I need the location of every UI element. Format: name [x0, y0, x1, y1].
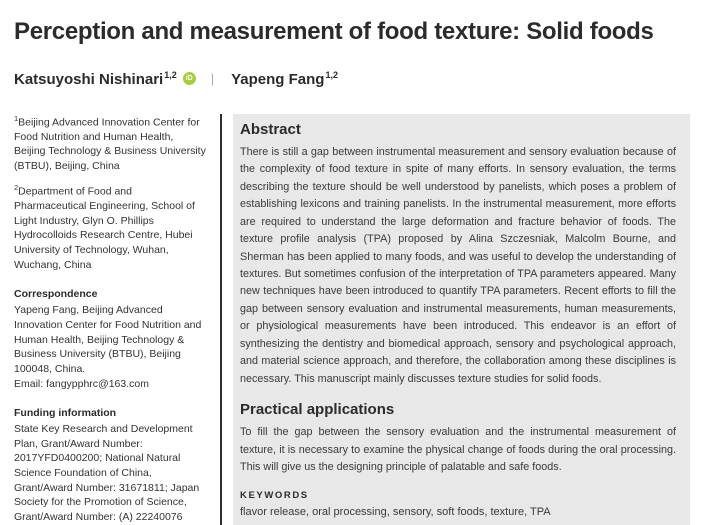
- keywords-text: flavor release, oral processing, sensory, soft foods, texture, TPA: [240, 505, 551, 518]
- affiliation-1: [14, 114, 206, 174]
- author-line: [14, 70, 690, 88]
- abstract-text: There is still a gap between instrumental measurement and sensory evaluation because of the complexity of food texture in spite of many efforts. In sensory evaluation, the terms describing the texture should be well understood by panelists, which poses a problem of establishing lexicons and training panelists. In the instrumental measurement, more efforts are required to understand the large deformation and fracture behavior of foods. The texture profile analysis (TPA) proposed by Alina Szczesniak, Malcolm Bourne, and Sherman has been applied to many foods, and was useful to develop the understanding of textures. But sometimes confusion of the interpretation of TPA parameters appeared. Many new techniques have been introduced to quantify TPA parameters. Recent efforts to fill the gap between sensory evaluation and instrumental measurements, human measurements, or physiological measurements have been introduced. This endeavor is an effort of synthesizing the dentistry and biomedical approach, sensory and psychological approach, and material science approach, and therefore, the collaboration among these disciplines is necessary. This manuscript mainly discusses texture studies for solid foods.: [240, 145, 676, 385]
- practical-applications-heading: Practical applications: [240, 401, 395, 419]
- affiliation-1-marker: 1: [14, 113, 19, 123]
- orcid-icon[interactable]: iD: [183, 72, 196, 85]
- affiliation-2-marker: 2: [14, 182, 19, 192]
- affiliation-2: [14, 183, 206, 273]
- abstract-heading: Abstract: [240, 120, 301, 138]
- keywords-heading: KEYWORDS: [240, 489, 309, 501]
- author-1-text: Katsuyoshi Nishinari: [14, 70, 164, 88]
- correspondence-body: Yapeng Fang, Beijing Advanced Innovation Center for Food Nutrition and Human Health, Beijing Technology & Business University (BTBU), Beijing 100048, China.: [14, 304, 202, 375]
- email-label: Email:: [14, 377, 47, 390]
- column-divider: [220, 114, 222, 525]
- author-separator: |: [210, 71, 215, 87]
- correspondence-heading: Correspondence: [14, 288, 98, 301]
- correspondence-text: [14, 303, 206, 391]
- author-2-text: Yapeng Fang: [231, 70, 325, 88]
- email-link[interactable]: fangypphrc@163.com: [46, 377, 149, 390]
- author-name-1: [14, 70, 177, 88]
- funding-heading: Funding information: [14, 407, 117, 420]
- affiliation-2-text: Department of Food and Pharmaceutical Engineering, School of Light Industry, Glyn O. Phillips Hydrocolloids Research Centre, Hubei University of Technology, Wuhan, Wuchang, China: [14, 185, 195, 271]
- author-2-affiliation-superscript: 1,2: [325, 69, 338, 80]
- funding-text: State Key Research and Development Plan, Grant/Award Number: 2017YFD0400200; National Natural Science Foundation of China, Grant/Award Number: 31671811; Japan Society for the Promotion of Science, Grant/Award Number: (A) 22240076: [14, 422, 200, 524]
- author-name-2: [231, 70, 338, 88]
- page-title: Perception and measurement of food texture: Solid foods: [14, 18, 654, 45]
- practical-applications-text: To fill the gap between the sensory evaluation and the instrumental measurement of texture, it is necessary to examine the physical change of foods during the oral processing. This will give us the designing principle of palatable and safe foods.: [240, 426, 676, 474]
- two-column-layout: [14, 114, 690, 525]
- abstract-box: [233, 114, 690, 525]
- metadata-column: [14, 114, 206, 525]
- affiliation-1-text: Beijing Advanced Innovation Center for Food Nutrition and Human Health, Beijing Technology & Business University (BTBU), Beijing, China: [14, 116, 206, 173]
- author-1-affiliation-superscript: 1,2: [164, 69, 177, 80]
